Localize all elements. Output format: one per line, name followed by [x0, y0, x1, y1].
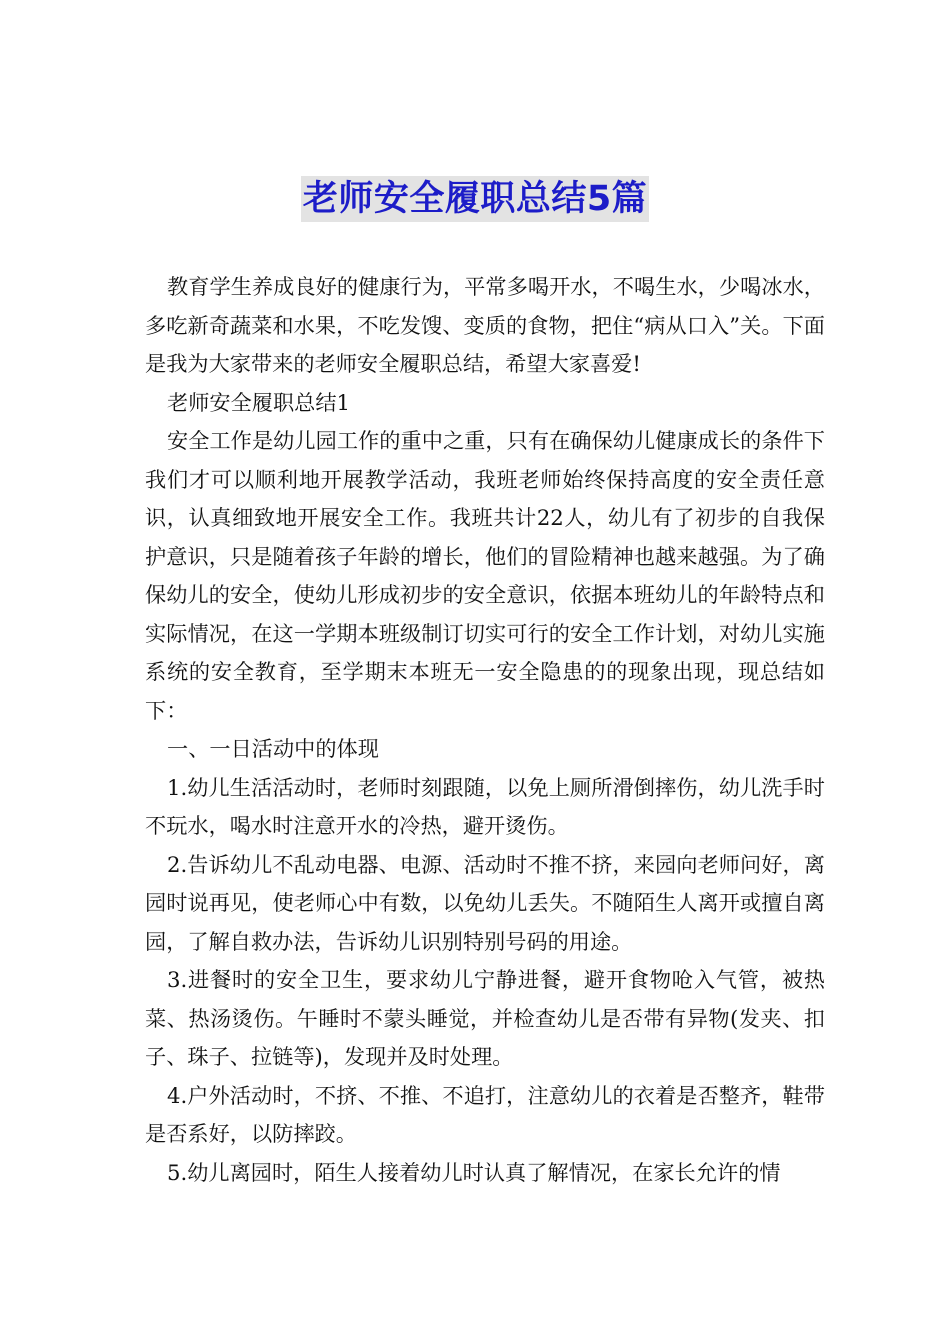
- intro-paragraph: 教育学生养成良好的健康行为，平常多喝开水，不喝生水，少喝冰水，多吃新奇蔬菜和水果，不吃发馊、变质的食物，把住“病从口入”关。下面是我为大家带来的老师安全履职总结，希望大家喜爱!: [145, 274, 825, 376]
- list-item: 3.进餐时的安全卫生，要求幼儿宁静进餐，避开食物呛入气管，被热菜、热汤烫伤。午睡时不蒙头睡觉，并检查幼儿是否带有异物(发夹、扣子、珠子、拉链等)，发现并及时处理。: [145, 967, 825, 1069]
- list-item: 5.幼儿离园时，陌生人接着幼儿时认真了解情况，在家长允许的情: [167, 1159, 781, 1185]
- subsection-heading: 一、一日活动中的体现: [167, 736, 379, 761]
- document-title: 老师安全履职总结5篇: [301, 176, 649, 222]
- title-container: [0, 176, 950, 222]
- list-item: 4.户外活动时，不挤、不推、不追打，注意幼儿的衣着是否整齐，鞋带是否系好，以防摔跤。: [145, 1082, 825, 1146]
- list-item: 1.幼儿生活活动时，老师时刻跟随，以免上厕所滑倒摔伤，幼儿洗手时不玩水，喝水时注意开水的冷热，避开烫伤。: [145, 774, 825, 838]
- document-body: [145, 268, 825, 1192]
- list-item: 2.告诉幼儿不乱动电器、电源、活动时不推不挤，来园向老师问好，离园时说再见，使老师心中有数，以免幼儿丢失。不随陌生人离开或擅自离园，了解自救办法，告诉幼儿识别特别号码的用途。: [145, 851, 825, 954]
- body-paragraph: 安全工作是幼儿园工作的重中之重，只有在确保幼儿健康成长的条件下我们才可以顺利地开展教学活动，我班老师始终保持高度的安全责任意识，认真细致地开展安全工作。我班共计22人，幼儿有了初步的自我保护意识，只是随着孩子年龄的增长，他们的冒险精神也越来越强。为了确保幼儿的安全，使幼儿形成初步的安全意识，依据本班幼儿的年龄特点和实际情况，在这一学期本班级制订切实可行的安全工作计划，对幼儿实施系统的安全教育，至学期末本班无一安全隐患的的现象出现，现总结如下：: [145, 428, 825, 723]
- section-heading: 老师安全履职总结1: [167, 389, 350, 415]
